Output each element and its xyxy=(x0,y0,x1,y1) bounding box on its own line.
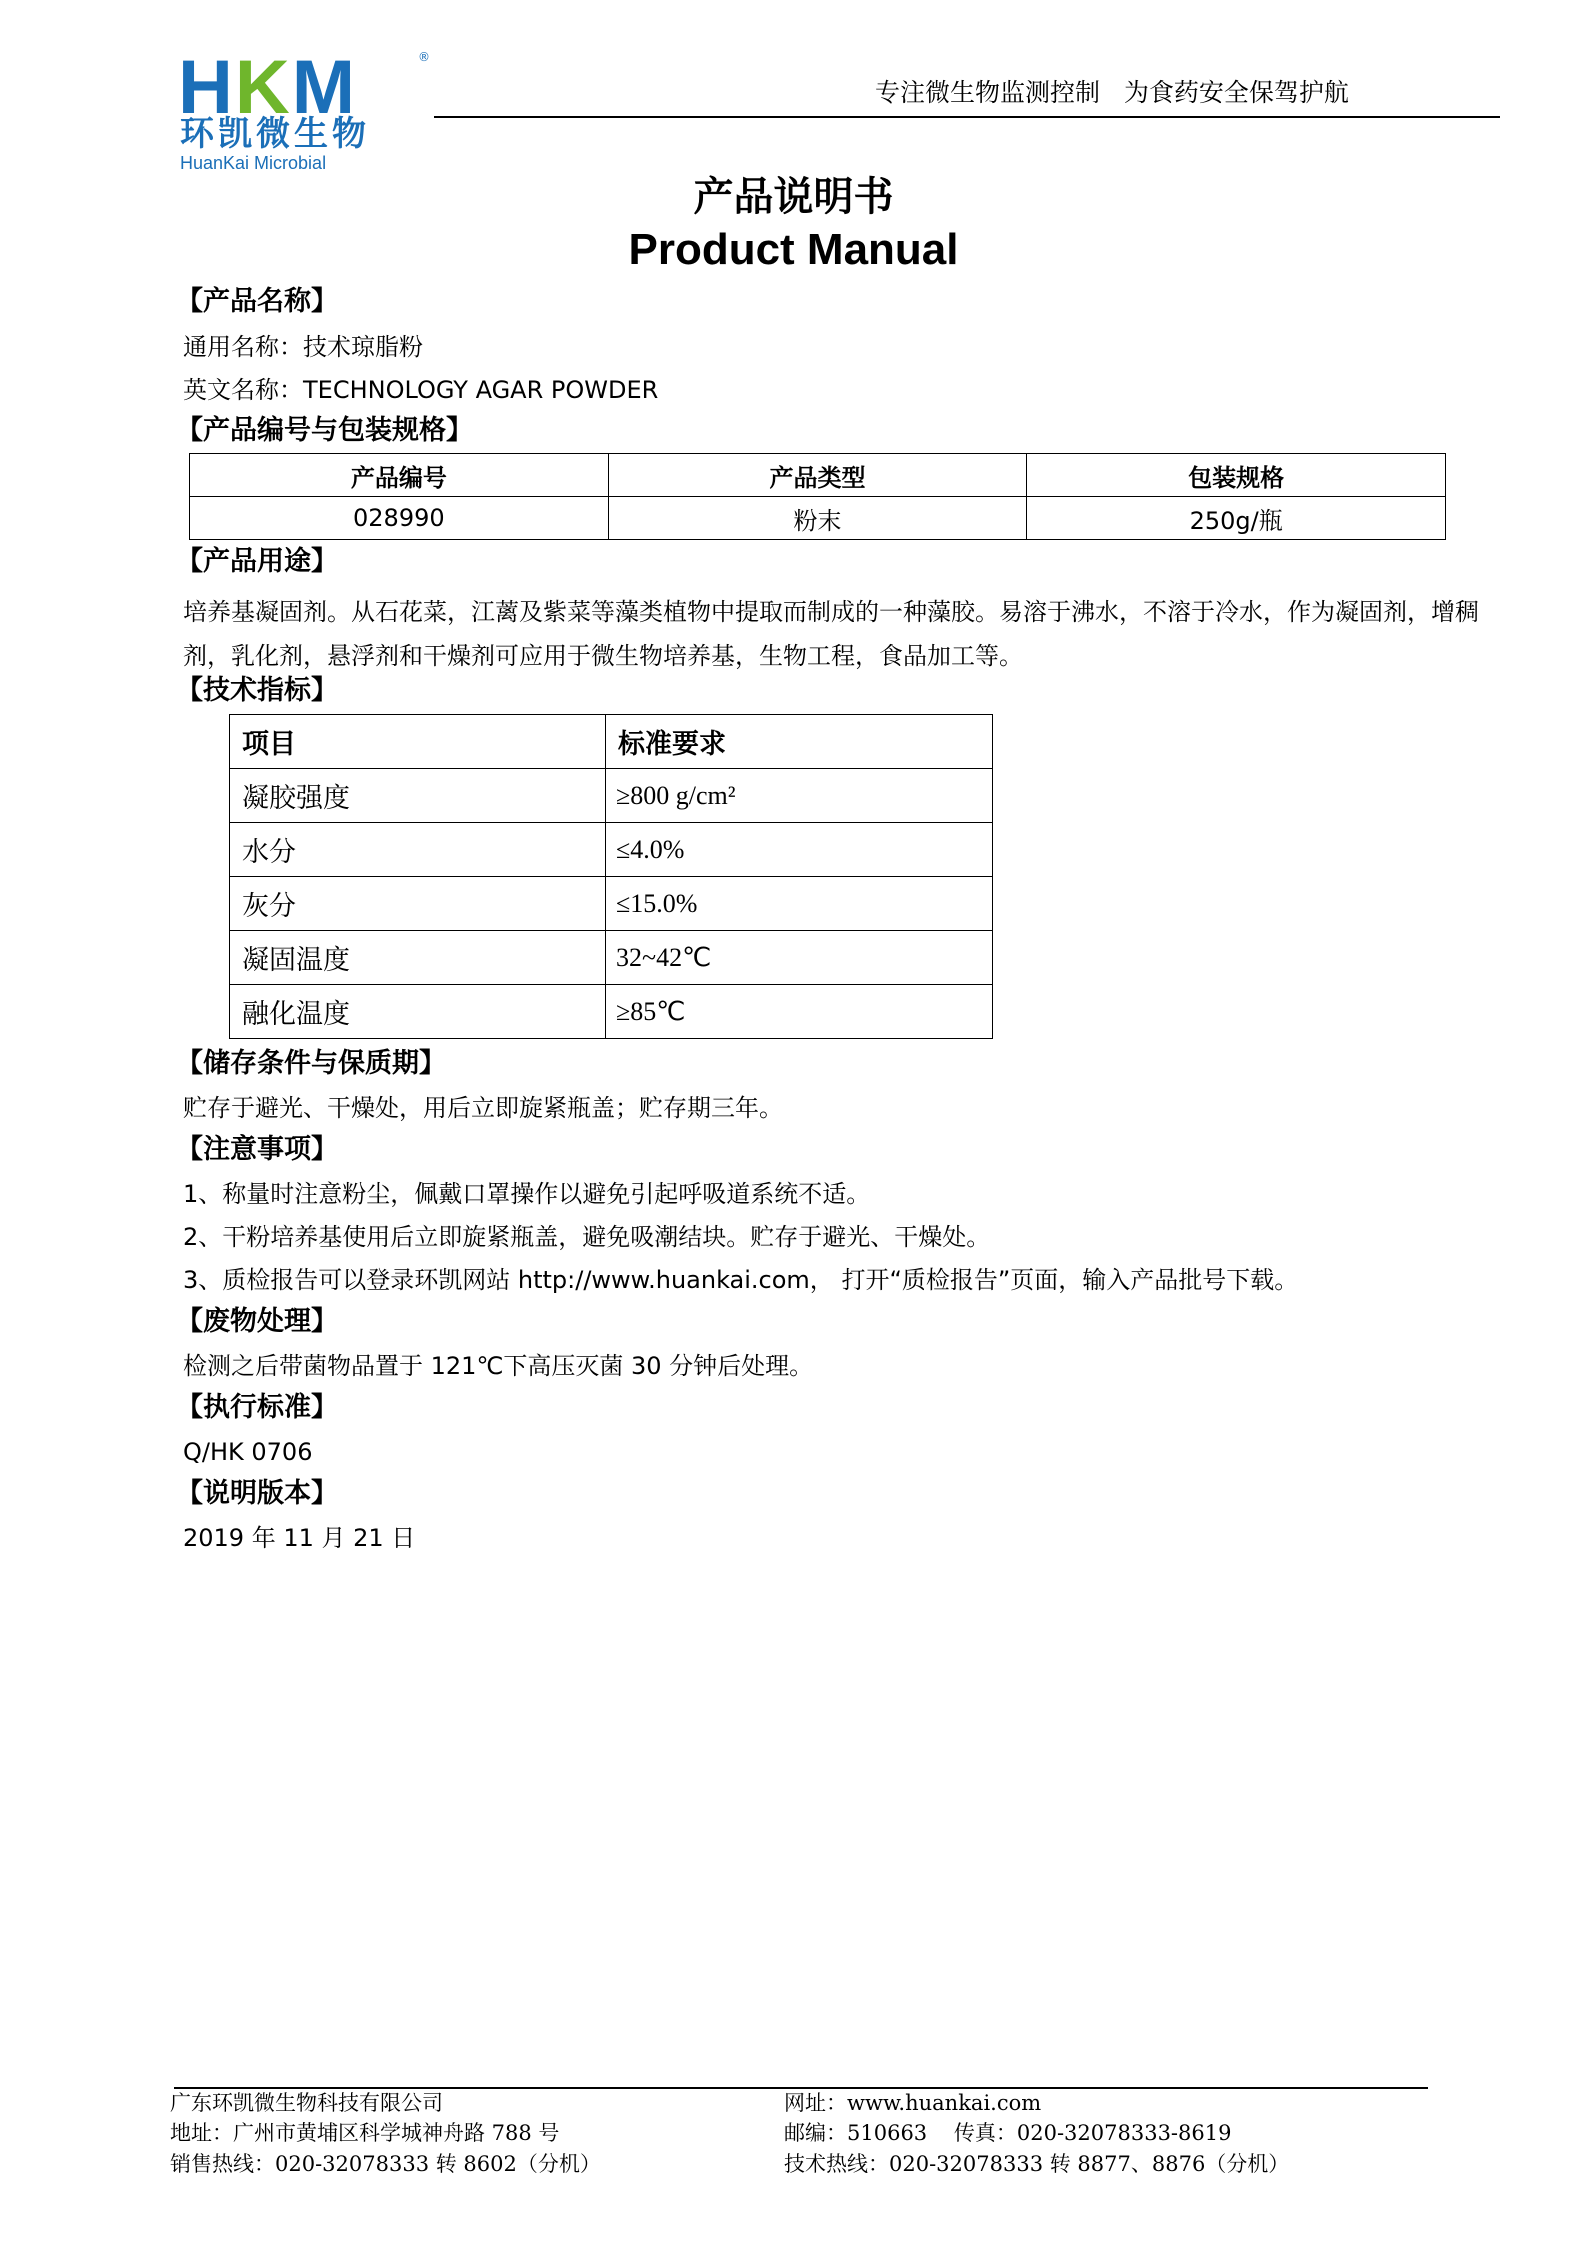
company-logo xyxy=(178,45,430,173)
note-item: 2、干粉培养基使用后立即旋紧瓶盖，避免吸潮结块。贮存于避光、干燥处。 xyxy=(183,1223,991,1251)
footer-company: 广东环凯微生物科技有限公司 xyxy=(170,2091,443,2115)
spec-table xyxy=(189,453,1446,540)
section-heading-product-name: 【产品名称】 xyxy=(176,286,338,317)
table-row xyxy=(230,823,993,877)
footer-sales-hotline: 销售热线：020-32078333 转 8602（分机） xyxy=(170,2152,601,2176)
footer-website: 网址：www.huankai.com xyxy=(784,2091,1042,2115)
tech-value: ≤15.0% xyxy=(606,877,993,931)
logo-english-name: HuanKai Microbial xyxy=(180,153,327,173)
section-heading-standard: 【执行标准】 xyxy=(176,1392,338,1423)
tech-item: 凝固温度 xyxy=(230,931,606,985)
waste-text: 检测之后带菌物品置于 121℃下高压灭菌 30 分钟后处理。 xyxy=(183,1352,814,1380)
table-row xyxy=(230,769,993,823)
storage-text: 贮存于避光、干燥处，用后立即旋紧瓶盖；贮存期三年。 xyxy=(183,1094,783,1122)
spec-header-row xyxy=(190,454,1446,497)
tech-item: 凝胶强度 xyxy=(230,769,606,823)
footer-postcode-fax: 邮编：510663 传真：020-32078333-8619 xyxy=(784,2121,1232,2145)
note-item: 3、质检报告可以登录环凯网站 http://www.huankai.com， 打开“质检报告”页面，输入产品批号下载。 xyxy=(183,1266,1299,1294)
tech-value: 32~42℃ xyxy=(606,931,993,985)
spec-data-row xyxy=(190,497,1446,540)
footer-address: 地址：广州市黄埔区科学城神舟路 788 号 xyxy=(170,2121,560,2145)
section-heading-notes: 【注意事项】 xyxy=(176,1134,338,1165)
spec-package: 250g/瓶 xyxy=(1027,497,1446,540)
registered-mark: ® xyxy=(418,50,430,64)
section-heading-usage: 【产品用途】 xyxy=(176,546,338,577)
title-english: Product Manual xyxy=(628,225,959,274)
english-name: 英文名称：TECHNOLOGY AGAR POWDER xyxy=(183,376,659,404)
table-row xyxy=(230,931,993,985)
table-row xyxy=(230,985,993,1039)
spec-code: 028990 xyxy=(190,497,609,540)
usage-text: 培养基凝固剂。从石花菜，江蓠及紫菜等藻类植物中提取而制成的一种藻胶。易溶于沸水，不溶于冷水，作为凝固剂，增稠剂，乳化剂，悬浮剂和干燥剂可应用于微生物培养基，生物工程，食品加工等。 xyxy=(183,598,1479,670)
tech-item: 灰分 xyxy=(230,877,606,931)
header-divider xyxy=(434,116,1500,118)
tech-value: ≥800 g/cm² xyxy=(606,769,993,823)
logo-mark: HKM xyxy=(178,45,358,130)
note-item: 1、称量时注意粉尘，佩戴口罩操作以避免引起呼吸道系统不适。 xyxy=(183,1180,871,1208)
section-heading-spec: 【产品编号与包装规格】 xyxy=(176,415,473,446)
section-heading-tech: 【技术指标】 xyxy=(176,675,338,706)
tech-col-requirement: 标准要求 xyxy=(606,715,993,769)
common-name: 通用名称：技术琼脂粉 xyxy=(183,333,423,361)
tech-value: ≥85℃ xyxy=(606,985,993,1039)
spec-col-package: 包装规格 xyxy=(1027,454,1446,497)
version-text: 2019 年 11 月 21 日 xyxy=(183,1524,416,1552)
tech-col-item: 项目 xyxy=(230,715,606,769)
footer-divider xyxy=(174,2087,1428,2089)
logo-chinese-name: 环凯微生物 xyxy=(180,114,370,154)
tech-value: ≤4.0% xyxy=(606,823,993,877)
section-heading-storage: 【储存条件与保质期】 xyxy=(176,1048,446,1079)
title-chinese: 产品说明书 xyxy=(693,174,894,220)
tech-item: 水分 xyxy=(230,823,606,877)
tech-header-row xyxy=(230,715,993,769)
spec-type: 粉末 xyxy=(608,497,1027,540)
tech-item: 融化温度 xyxy=(230,985,606,1039)
tech-table xyxy=(229,714,993,1039)
section-heading-waste: 【废物处理】 xyxy=(176,1306,338,1337)
spec-col-type: 产品类型 xyxy=(608,454,1027,497)
footer-tech-hotline: 技术热线：020-32078333 转 8877、8876（分机） xyxy=(784,2152,1290,2176)
header-slogan: 专注微生物监测控制 为食药安全保驾护航 xyxy=(875,78,1349,107)
section-heading-version: 【说明版本】 xyxy=(176,1478,338,1509)
standard-text: Q/HK 0706 xyxy=(183,1438,313,1466)
spec-col-code: 产品编号 xyxy=(190,454,609,497)
table-row xyxy=(230,877,993,931)
